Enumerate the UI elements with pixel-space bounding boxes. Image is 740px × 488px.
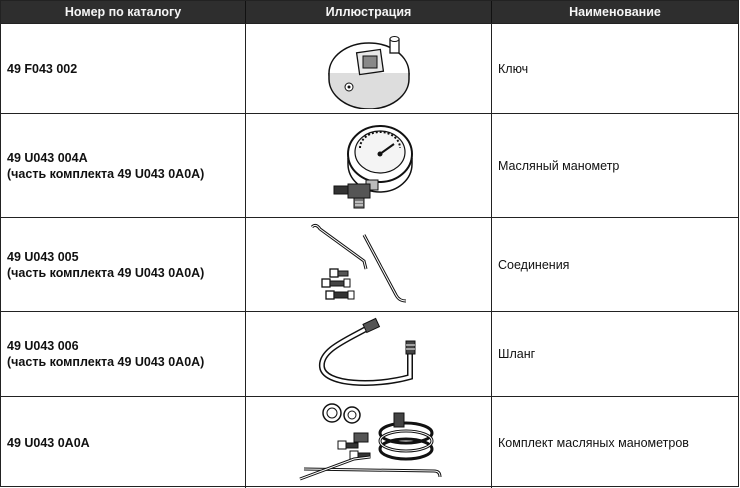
illustration-cell <box>246 114 492 217</box>
name-cell <box>492 312 738 396</box>
catalog-number: 49 U043 005 <box>7 249 79 264</box>
oil-pressure-gauge-icon <box>314 118 424 214</box>
tool-name: Шланг <box>498 347 536 361</box>
illustration-cell <box>246 312 492 396</box>
catalog-number: 49 U043 0A0A <box>7 435 90 450</box>
tool-name: Соединения <box>498 257 570 272</box>
kit-note: (часть комплекта 49 U043 0A0A) <box>7 166 205 181</box>
catalog-number-cell <box>1 24 246 113</box>
connectors-icon <box>304 221 434 309</box>
catalog-number: 49 U043 004A <box>7 150 88 165</box>
catalog-number: 49 U043 006 <box>7 339 79 353</box>
catalog-number-cell <box>1 114 246 217</box>
tool-name: Масляный манометр <box>498 158 620 173</box>
illustration-cell <box>246 218 492 311</box>
header-catalog-number: Номер по каталогу <box>1 1 246 23</box>
catalog-number: 49 F043 002 <box>7 61 78 76</box>
key-tool-icon <box>324 29 414 109</box>
kit-note: (часть комплекта 49 U043 0A0A) <box>7 265 205 280</box>
kit-note: (часть комплекта 49 U043 0A0A) <box>7 355 205 369</box>
tool-name: Комплект масляных манометров <box>498 435 689 450</box>
table-row <box>1 113 738 217</box>
catalog-number-cell <box>1 218 246 311</box>
catalog-number-cell <box>1 312 246 396</box>
gauge-kit-icon <box>294 399 444 487</box>
illustration-cell <box>246 24 492 113</box>
table-row <box>1 217 738 311</box>
illustration-cell <box>246 397 492 488</box>
header-name: Наименование <box>492 1 738 23</box>
tool-name: Ключ <box>498 61 529 76</box>
hose-icon <box>314 315 424 393</box>
name-cell <box>492 218 738 311</box>
table-row <box>1 396 738 488</box>
table-row <box>1 23 738 113</box>
name-cell <box>492 24 738 113</box>
table-row <box>1 311 738 396</box>
name-cell <box>492 397 738 488</box>
catalog-number-cell <box>1 397 246 488</box>
header-illustration: Иллюстрация <box>246 1 492 23</box>
name-cell <box>492 114 738 217</box>
